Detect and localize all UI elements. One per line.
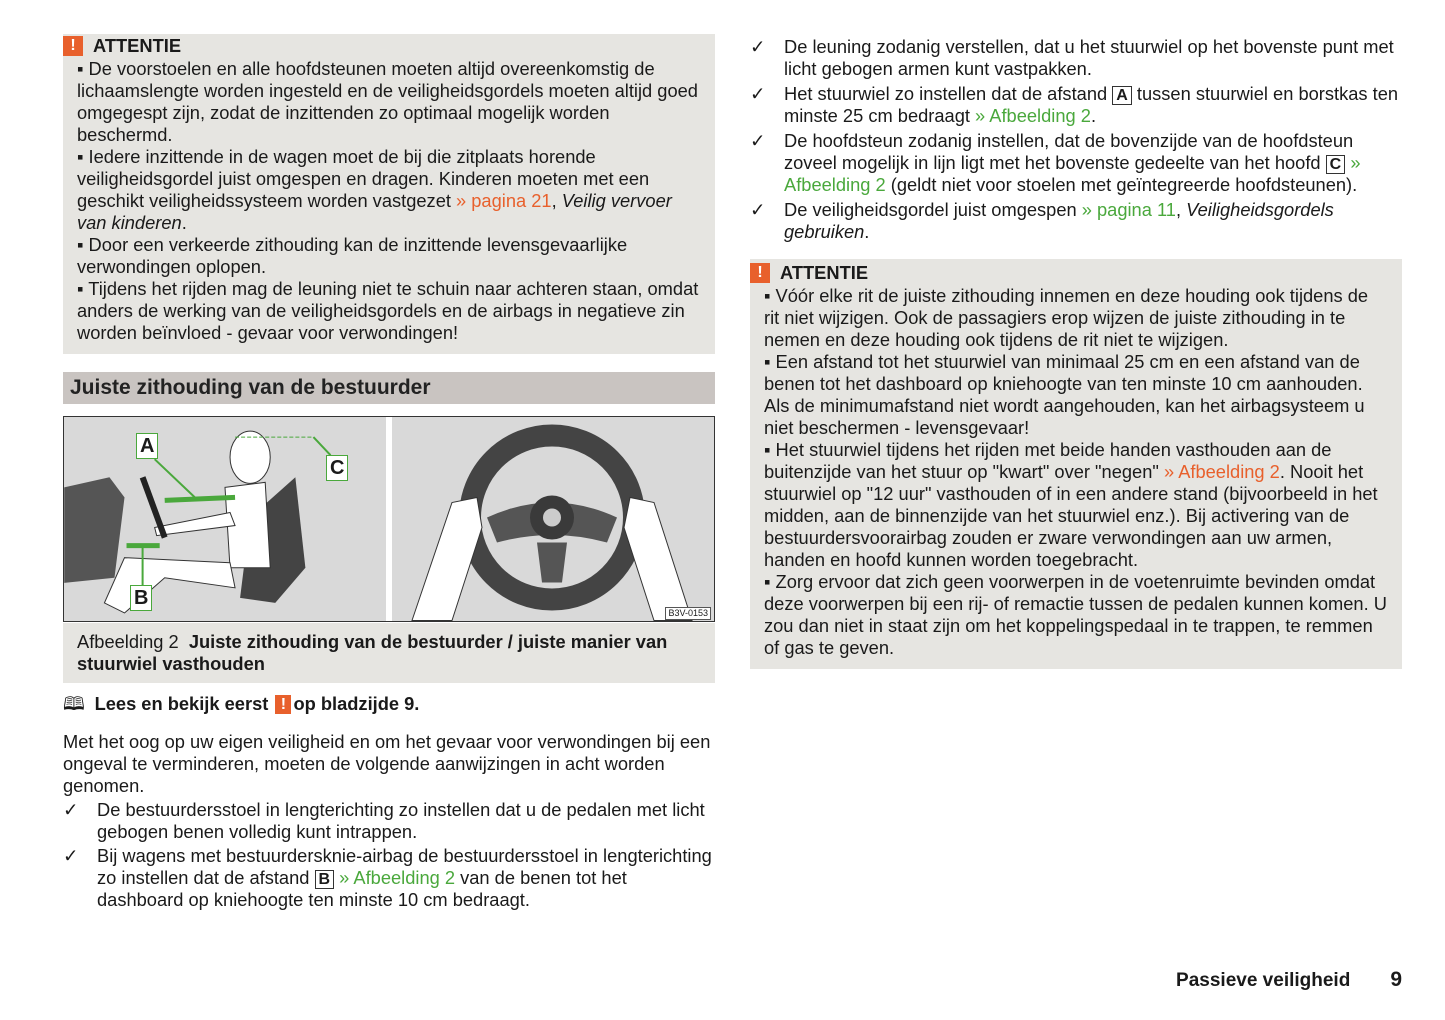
- page-link[interactable]: » pagina 11: [1081, 199, 1176, 220]
- warning-header: [63, 34, 701, 58]
- figure-link[interactable]: » Afbeelding 2: [975, 105, 1091, 126]
- caption-title: Juiste zithouding van de bestuurder / juiste manier van stuurwiel vasthouden: [77, 631, 668, 674]
- page-link[interactable]: » pagina 21: [456, 190, 552, 211]
- label-a: A: [136, 433, 158, 459]
- checklist-item: [750, 36, 1402, 80]
- label-box: B: [315, 870, 335, 889]
- text: tussen stuurwiel en borstkas ten minste 25 cm bedraagt: [784, 83, 1399, 126]
- warning-paragraph: ▪ Door een verkeerde zithouding kan de inzittende levensgevaarlijke verwondingen oplopen.: [77, 234, 628, 277]
- text: ▪ Het stuurwiel tijdens het rijden met beide handen vasthouden aan de buitenzijde van het stuur op "kwart" over "negen": [764, 439, 1332, 482]
- italic-ref: Veiligheidsgordels gebruiken: [784, 199, 1334, 242]
- checklist-item: [63, 845, 715, 911]
- check-icon: ✓: [750, 199, 766, 220]
- checklist-item: [63, 799, 715, 843]
- warning-icon: !: [750, 263, 770, 283]
- text: De hoofdsteun zodanig instellen, dat de bovenzijde van de hoofdsteun zoveel mogelijk in lijn ligt met het bovenste gedeelte van het hoofd: [784, 130, 1354, 173]
- steering-wheel-illustration: [392, 417, 714, 621]
- book-icon: 🕮: [63, 693, 85, 714]
- check-icon: ✓: [750, 130, 766, 151]
- label-box: A: [1112, 86, 1132, 105]
- figure: [63, 416, 715, 622]
- text: (geldt niet voor stoelen met geïntegreerde hoofdsteunen).: [885, 174, 1358, 195]
- figure-caption: [63, 623, 715, 683]
- text: ,: [551, 190, 562, 211]
- text: van de benen tot het dashboard op kniehoogte ten minste 10 cm bedraagt.: [97, 867, 627, 910]
- label-box: C: [1326, 155, 1346, 174]
- text: De leuning zodanig verstellen, dat u het stuurwiel op het bovenste punt met licht gebogen armen kunt vastpakken.: [784, 36, 1394, 79]
- figure-link[interactable]: » Afbeelding 2: [339, 867, 456, 888]
- label-c: C: [326, 455, 348, 481]
- text: Het stuurwiel zo instellen dat de afstand: [784, 83, 1113, 104]
- warning-title: ATTENTIE: [780, 262, 869, 283]
- seating-illustration: [64, 417, 386, 621]
- figure-code: B3V-0153: [665, 607, 711, 620]
- warning-paragraph: ▪ Een afstand tot het stuurwiel van minimaal 25 cm en een afstand van de benen tot het dashboard op kniehoogte van ten minste 10 cm aanhouden. Als de minimumafstand niet wordt aangehouden, kan het airbagsysteem u niet beschermen - levensgevaar!: [764, 351, 1365, 438]
- warning-paragraph: ▪ Vóór elke rit de juiste zithouding innemen en deze houding ook tijdens de rit niet wijzigen. Ook de passagiers erop wijzen de juiste zithouding in te nemen en deze houding ook tijdens de rit niet te wijzigen.: [764, 285, 1369, 350]
- section-title: Juiste zithouding van de bestuurder: [63, 372, 715, 404]
- page-footer: [1176, 969, 1402, 992]
- checklist-item: [750, 199, 1402, 243]
- warning-icon: !: [275, 695, 291, 714]
- text: .: [1090, 105, 1097, 126]
- read-first-note: [63, 693, 715, 715]
- check-icon: ✓: [750, 83, 766, 104]
- text: ▪ Iedere inzittende in de wagen moet de bij die zitplaats horende veiligheidsgordel juist omgespen en dragen. Kinderen moeten met een geschikt veiligheidssysteem worden vastgezet: [77, 146, 650, 211]
- text: De veiligheidsgordel juist omgespen: [784, 199, 1082, 220]
- text: .: [181, 212, 187, 233]
- warning-box: [750, 259, 1402, 669]
- intro-paragraph: Met het oog op uw eigen veiligheid en om het gevaar voor verwondingen bij een ongeval te verminderen, moeten de volgende aanwijzingen in acht worden genomen.: [63, 731, 711, 796]
- warning-paragraph: ▪ Zorg ervoor dat zich geen voorwerpen in de voetenruimte bevinden omdat deze voorwerpen bij een rij- of remactie tussen de pedalen kunnen komen. U zou dan niet in staat zijn om het koppelingspedaal in te trappen, te remmen of gas te geven.: [764, 571, 1387, 658]
- warning-paragraph: ▪ De voorstoelen en alle hoofdsteunen moeten altijd overeenkomstig de lichaamslengte worden ingesteld en de veiligheidsgordels moeten altijd goed omgegespt zijn, zodat de inzittenden zo optimaal mogelijk worden beschermd.: [77, 58, 698, 145]
- caption-prefix: Afbeelding 2: [77, 631, 179, 652]
- warning-text: [77, 58, 701, 344]
- warning-paragraph: [764, 439, 1388, 571]
- warning-box: [63, 34, 715, 354]
- footer-section: Passieve veiligheid: [1176, 970, 1351, 991]
- page-number: 9: [1390, 968, 1402, 991]
- text: De bestuurdersstoel in lengterichting zo instellen dat u de pedalen met licht gebogen benen volledig kunt intrappen.: [97, 799, 705, 842]
- warning-paragraph: ▪ Tijdens het rijden mag de leuning niet te schuin naar achteren staan, omdat anders de werking van de veiligheidsgordels en de airbags in negatieve zin worden beïnvloed - gevaar voor verwondingen!: [77, 278, 699, 343]
- figure-link[interactable]: » Afbeelding 2: [784, 152, 1361, 195]
- text: Lees en bekijk eerst: [94, 693, 269, 714]
- left-column: [63, 34, 715, 911]
- figure-link[interactable]: » Afbeelding 2: [1163, 461, 1280, 482]
- checklist-item: [750, 83, 1402, 127]
- check-icon: ✓: [750, 36, 766, 57]
- label-b: B: [130, 585, 152, 611]
- warning-icon: !: [63, 36, 83, 56]
- checklist-item: [750, 130, 1402, 196]
- text: . Nooit het stuurwiel op "12 uur" vasthouden of in een andere stand (bijvoorbeeld in het midden, aan de binnenzijde van het stuurwiel enz.). Bij activering van de bestuurdersvoorairbag zouden er zware verwondingen aan uw armen, handen en hoofd kunnen worden toegebracht.: [764, 461, 1378, 570]
- check-icon: ✓: [63, 799, 79, 820]
- text: Bij wagens met bestuurdersknie-airbag de bestuurdersstoel in lengterichting zo instellen dat de afstand: [97, 845, 712, 888]
- text: op bladzijde 9.: [293, 693, 420, 714]
- italic-ref: Veilig vervoer van kinderen: [77, 190, 672, 233]
- warning-paragraph: [77, 146, 701, 234]
- text: ,: [1175, 199, 1187, 220]
- warning-header: [750, 261, 1388, 285]
- text: .: [864, 221, 870, 242]
- check-icon: ✓: [63, 845, 79, 866]
- warning-title: ATTENTIE: [93, 35, 182, 56]
- right-column: [750, 34, 1402, 669]
